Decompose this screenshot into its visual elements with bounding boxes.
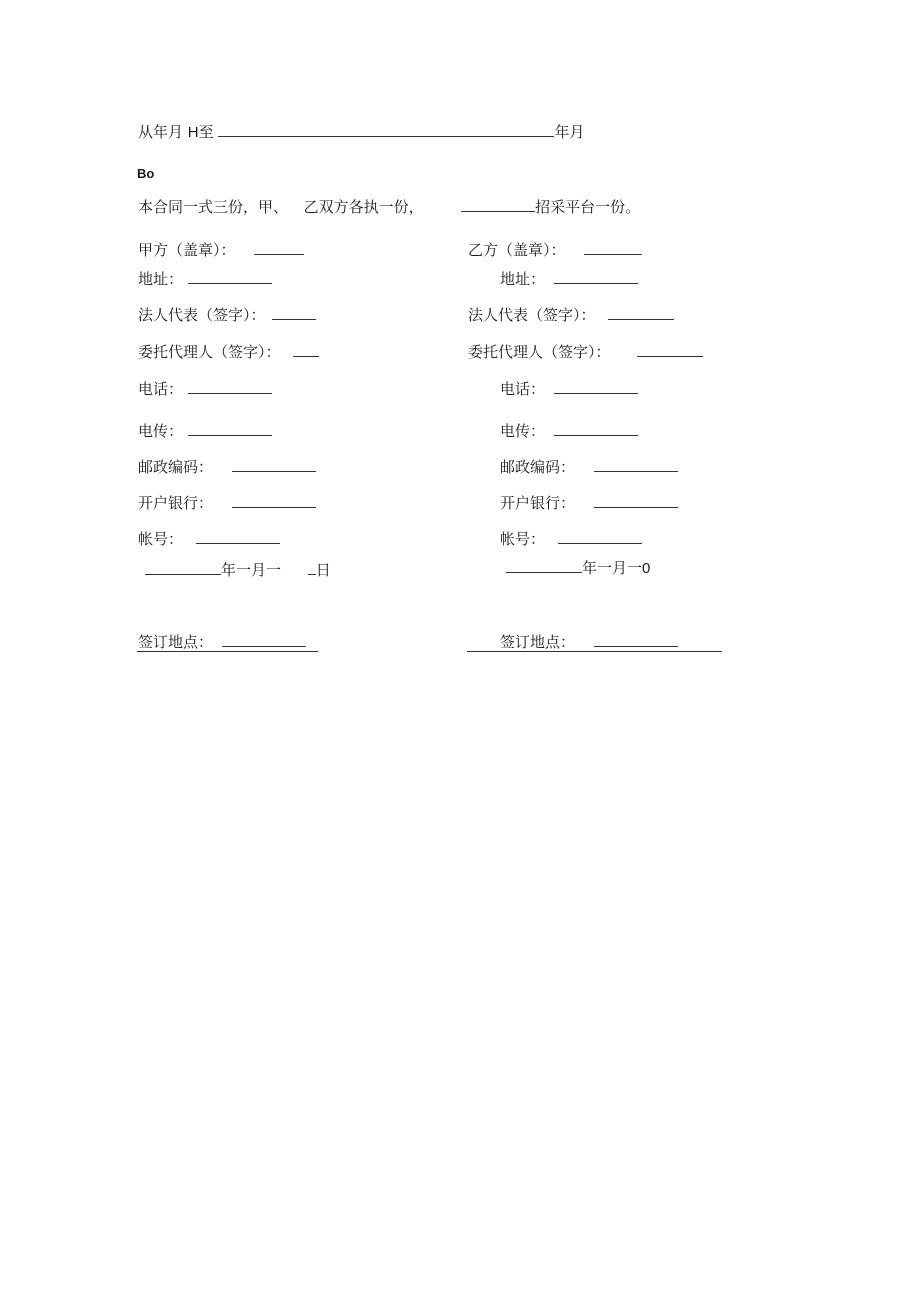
- party-a-bank-blank[interactable]: [232, 493, 316, 508]
- period-to: 至: [198, 123, 214, 141]
- party-a-place-underline: [137, 651, 318, 652]
- party-a-postcode-row: [138, 457, 316, 477]
- party-b-place-underline: [467, 651, 722, 652]
- party-a-account-row: [138, 529, 280, 549]
- party-b-postcode-label: 邮政编码：: [500, 458, 576, 476]
- party-b-legal-blank[interactable]: [608, 305, 674, 320]
- party-b-place-label: 签订地点：: [500, 633, 576, 651]
- period-blank[interactable]: [218, 122, 554, 137]
- party-b-seal-blank[interactable]: [584, 240, 642, 255]
- party-a-address-row: [138, 269, 272, 289]
- party-b-fax-blank[interactable]: [554, 421, 638, 436]
- party-a-agent-row: [138, 342, 319, 362]
- party-b-agent-row: [468, 342, 703, 362]
- party-b-account-label: 帐号：: [500, 530, 546, 548]
- party-b-address-label: 地址：: [500, 270, 546, 288]
- bo-label: Bo: [137, 166, 155, 181]
- party-a-fax-blank[interactable]: [188, 421, 272, 436]
- party-a-fax-row: [138, 421, 272, 441]
- period-prefix: 从年月: [138, 123, 184, 141]
- party-a-year-blank[interactable]: [145, 560, 221, 575]
- copies-text-3: 招采平台一份。: [535, 198, 641, 216]
- party-b-fax-row: [500, 421, 638, 441]
- party-a-address-blank[interactable]: [188, 269, 272, 284]
- party-b-bank-label: 开户银行：: [500, 494, 576, 512]
- party-b-title: 乙方（盖章）：: [468, 241, 566, 259]
- party-b-year-blank[interactable]: [506, 558, 582, 573]
- party-b-address-row: [500, 269, 638, 289]
- party-a-seal-blank[interactable]: [254, 240, 304, 255]
- party-a-place-row: [138, 632, 306, 652]
- party-b-postcode-row: [500, 457, 678, 477]
- party-b-address-blank[interactable]: [554, 269, 638, 284]
- party-b-agent-blank[interactable]: [637, 342, 703, 357]
- party-a-account-label: 帐号：: [138, 530, 184, 548]
- party-a-postcode-blank[interactable]: [232, 457, 316, 472]
- period-suffix: 年月: [554, 123, 585, 141]
- party-a-date-text: 年一月一: [221, 561, 282, 579]
- party-a-bank-row: [138, 493, 316, 513]
- party-b-place-blank[interactable]: [594, 632, 678, 647]
- party-a-account-blank[interactable]: [196, 529, 280, 544]
- party-a-title: 甲方（盖章）：: [138, 241, 236, 259]
- party-a-date-day: 日: [315, 561, 331, 579]
- party-a-address-label: 地址：: [138, 270, 184, 288]
- party-b-date-text: 年一月一: [582, 559, 643, 577]
- party-a-place-blank[interactable]: [222, 632, 306, 647]
- party-b-date-zero: 0: [642, 560, 651, 577]
- party-a-legal-label: 法人代表（签字）：: [138, 306, 266, 324]
- party-a-bank-label: 开户银行：: [138, 494, 214, 512]
- period-line: [138, 122, 584, 143]
- party-a-agent-blank[interactable]: [293, 342, 319, 357]
- party-b-phone-blank[interactable]: [554, 379, 638, 394]
- party-b-agent-label: 委托代理人（签字）：: [468, 343, 611, 361]
- party-a-fax-label: 电传：: [138, 422, 184, 440]
- party-a-phone-blank[interactable]: [188, 379, 272, 394]
- copies-text-2: 乙双方各执一份，: [303, 198, 424, 216]
- party-b-postcode-blank[interactable]: [594, 457, 678, 472]
- party-b-legal-row: [468, 305, 674, 325]
- party-b-phone-label: 电话：: [500, 380, 546, 398]
- party-b-place-row: [500, 632, 678, 652]
- party-b-account-row: [500, 529, 642, 549]
- party-a-day-blank[interactable]: [308, 560, 316, 575]
- party-b-bank-row: [500, 493, 678, 513]
- party-a-place-label: 签订地点：: [138, 633, 214, 651]
- period-h: H: [187, 124, 199, 141]
- party-b-phone-row: [500, 379, 638, 399]
- party-b-title-row: [468, 240, 642, 260]
- party-b-date-row: [506, 558, 650, 579]
- party-a-agent-label: 委托代理人（签字）：: [138, 343, 281, 361]
- party-a-legal-row: [138, 305, 316, 325]
- party-b-bank-blank[interactable]: [594, 493, 678, 508]
- platform-blank[interactable]: [461, 197, 535, 212]
- copies-text-1: 本合同一式三份，甲、: [138, 198, 289, 216]
- copies-line: [138, 197, 640, 217]
- party-a-title-row: [138, 240, 304, 260]
- party-a-phone-label: 电话：: [138, 380, 184, 398]
- party-a-postcode-label: 邮政编码：: [138, 458, 214, 476]
- party-b-fax-label: 电传：: [500, 422, 546, 440]
- party-b-account-blank[interactable]: [558, 529, 642, 544]
- party-b-legal-label: 法人代表（签字）：: [468, 306, 596, 324]
- party-a-date-row: [145, 560, 331, 580]
- party-a-legal-blank[interactable]: [272, 305, 316, 320]
- party-a-phone-row: [138, 379, 272, 399]
